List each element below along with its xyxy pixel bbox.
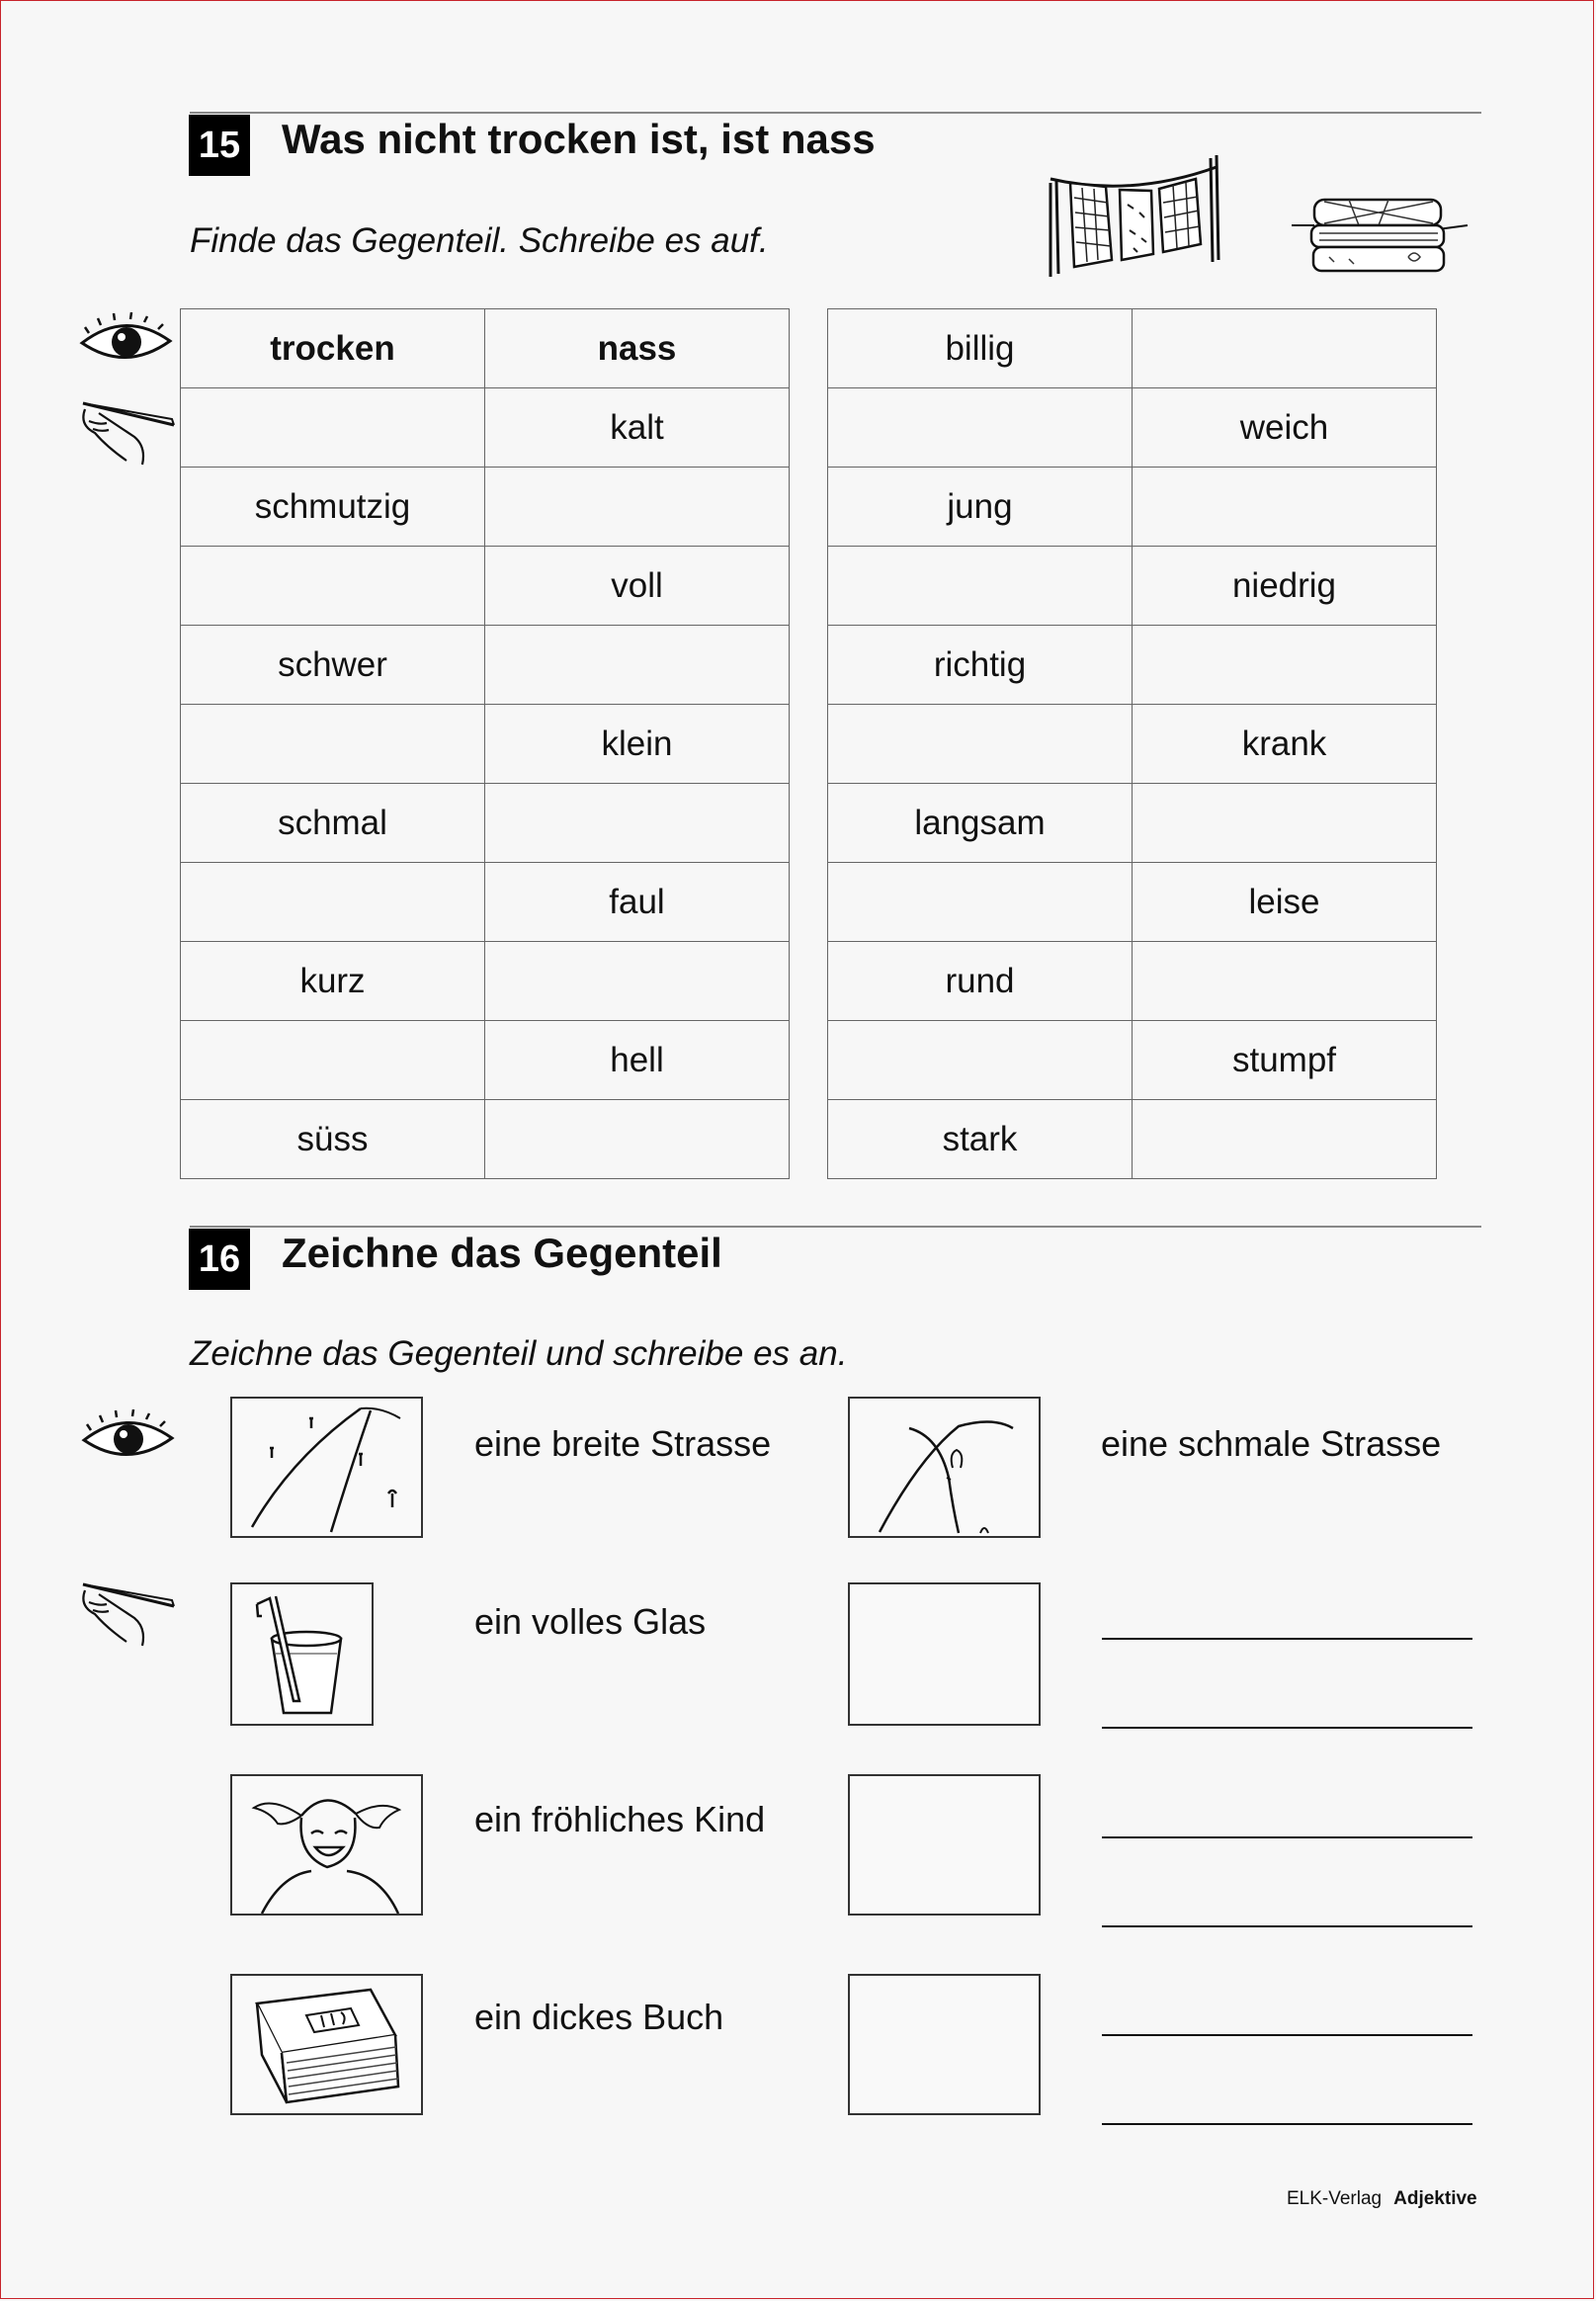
word-cell: richtig xyxy=(828,626,1133,705)
word-cell: rund xyxy=(828,942,1133,1021)
table-row xyxy=(828,863,1437,942)
word-cell: leise xyxy=(1133,863,1437,942)
opposite-phrase-1: eine schmale Strasse xyxy=(1101,1423,1442,1464)
answer-cell[interactable] xyxy=(181,547,485,626)
answer-cell[interactable] xyxy=(1133,784,1437,863)
table-row xyxy=(828,468,1437,547)
table-row xyxy=(828,942,1437,1021)
word-cell: stark xyxy=(828,1100,1133,1179)
section-16-instruction: Zeichne das Gegenteil und schreibe es an. xyxy=(190,1334,848,1373)
section-15-title: Was nicht trocken ist, ist nass xyxy=(282,116,876,162)
clothesline-icon xyxy=(1043,143,1235,282)
answer-line[interactable] xyxy=(1102,1836,1472,1838)
answer-cell[interactable] xyxy=(828,1021,1133,1100)
answer-cell[interactable] xyxy=(181,863,485,942)
word-cell: billig xyxy=(828,309,1133,388)
section-15-instruction: Finde das Gegenteil. Schreibe es auf. xyxy=(190,221,769,260)
word-cell: voll xyxy=(485,547,790,626)
section-16-rule xyxy=(190,1226,1481,1228)
thick-book-icon xyxy=(232,1976,421,2113)
narrow-road-picture xyxy=(848,1397,1041,1538)
word-cell: faul xyxy=(485,863,790,942)
section-16-title: Zeichne das Gegenteil xyxy=(282,1230,722,1276)
word-cell: weich xyxy=(1133,388,1437,468)
answer-cell[interactable] xyxy=(485,784,790,863)
eye-icon xyxy=(79,311,173,371)
phrase-2: ein volles Glas xyxy=(474,1601,707,1642)
table-row xyxy=(828,784,1437,863)
table-row xyxy=(181,784,790,863)
word-cell: schmutzig xyxy=(181,468,485,547)
answer-cell[interactable] xyxy=(828,705,1133,784)
table-row xyxy=(828,626,1437,705)
answer-cell[interactable] xyxy=(1133,309,1437,388)
drawing-box-2[interactable] xyxy=(848,1582,1041,1726)
table-row xyxy=(181,705,790,784)
answer-cell[interactable] xyxy=(828,388,1133,468)
answer-cell[interactable] xyxy=(485,942,790,1021)
word-cell: süss xyxy=(181,1100,485,1179)
answer-line[interactable] xyxy=(1102,1727,1472,1729)
eye-icon xyxy=(81,1408,175,1468)
wide-road-icon xyxy=(232,1399,421,1536)
footer-publisher: ELK-Verlag xyxy=(1287,2188,1383,2209)
word-cell: schmal xyxy=(181,784,485,863)
opposites-table-left xyxy=(180,308,790,1179)
answer-cell[interactable] xyxy=(1133,468,1437,547)
writing-hand-icon xyxy=(77,395,176,467)
section-15-rule xyxy=(190,112,1481,114)
word-cell: niedrig xyxy=(1133,547,1437,626)
answer-cell[interactable] xyxy=(1133,1100,1437,1179)
word-cell: langsam xyxy=(828,784,1133,863)
glass-icon xyxy=(232,1584,372,1724)
answer-line[interactable] xyxy=(1102,1925,1472,1927)
word-cell: schwer xyxy=(181,626,485,705)
table-row xyxy=(828,705,1437,784)
thick-book-picture xyxy=(230,1974,423,2115)
table-row xyxy=(828,388,1437,468)
table-row xyxy=(828,1100,1437,1179)
section-15-number: 15 xyxy=(189,115,250,176)
footer xyxy=(1287,2188,1477,2210)
answer-cell[interactable] xyxy=(181,1021,485,1100)
answer-cell[interactable] xyxy=(485,1100,790,1179)
table-row xyxy=(181,547,790,626)
answer-cell[interactable] xyxy=(1133,942,1437,1021)
drawing-box-4[interactable] xyxy=(848,1974,1041,2115)
drawing-box-3[interactable] xyxy=(848,1774,1041,1916)
section-16-number: 16 xyxy=(189,1229,250,1290)
happy-child-picture xyxy=(230,1774,423,1916)
word-cell: stumpf xyxy=(1133,1021,1437,1100)
word-cell: jung xyxy=(828,468,1133,547)
answer-line[interactable] xyxy=(1102,1638,1472,1640)
table-row xyxy=(181,626,790,705)
word-cell: kurz xyxy=(181,942,485,1021)
answer-cell[interactable] xyxy=(485,626,790,705)
table-row xyxy=(181,863,790,942)
header-trocken: trocken xyxy=(181,309,485,388)
answer-cell[interactable] xyxy=(1133,626,1437,705)
word-cell: klein xyxy=(485,705,790,784)
phrase-1: eine breite Strasse xyxy=(474,1423,772,1464)
table-header-row xyxy=(181,309,790,388)
header-nass: nass xyxy=(485,309,790,388)
phrase-4: ein dickes Buch xyxy=(474,1997,724,2037)
narrow-road-icon xyxy=(850,1399,1039,1536)
table-row xyxy=(181,942,790,1021)
table-row xyxy=(828,1021,1437,1100)
answer-cell[interactable] xyxy=(828,863,1133,942)
writing-hand-icon xyxy=(77,1577,176,1648)
footer-topic: Adjektive xyxy=(1393,2188,1477,2209)
happy-child-icon xyxy=(232,1776,421,1914)
table-row xyxy=(828,547,1437,626)
word-cell: hell xyxy=(485,1021,790,1100)
full-glass-picture xyxy=(230,1582,374,1726)
answer-cell[interactable] xyxy=(181,388,485,468)
table-row xyxy=(181,468,790,547)
word-cell: kalt xyxy=(485,388,790,468)
table-row xyxy=(181,388,790,468)
answer-cell[interactable] xyxy=(181,705,485,784)
table-row xyxy=(181,1100,790,1179)
table-row xyxy=(828,309,1437,388)
word-cell: krank xyxy=(1133,705,1437,784)
table-row xyxy=(181,1021,790,1100)
answer-cell[interactable] xyxy=(485,468,790,547)
phrase-3: ein fröhliches Kind xyxy=(474,1799,766,1839)
answer-line[interactable] xyxy=(1102,2034,1472,2036)
answer-cell[interactable] xyxy=(828,547,1133,626)
opposites-table-right xyxy=(827,308,1437,1179)
folded-clothes-icon xyxy=(1290,188,1472,287)
wide-road-picture xyxy=(230,1397,423,1538)
answer-line[interactable] xyxy=(1102,2123,1472,2125)
